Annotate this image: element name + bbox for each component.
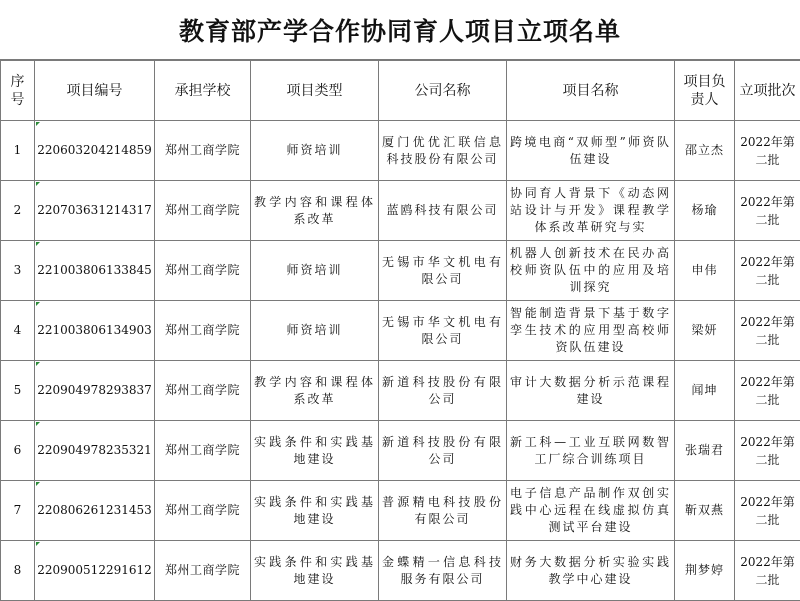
cell-code[interactable]: 220900512291612 <box>35 541 155 601</box>
cell-company[interactable]: 新道科技股份有限公司 <box>379 361 507 421</box>
cell-school[interactable]: 郑州工商学院 <box>155 421 251 481</box>
cell-no[interactable]: 6 <box>1 421 35 481</box>
cell-leader[interactable]: 杨瑜 <box>675 181 735 241</box>
table-row <box>1 121 800 181</box>
cell-company[interactable]: 新道科技股份有限公司 <box>379 421 507 481</box>
cell-batch[interactable]: 2022年第二批 <box>735 481 800 541</box>
table-row <box>1 301 800 361</box>
cell-no[interactable]: 4 <box>1 301 35 361</box>
cell-type[interactable]: 教学内容和课程体系改革 <box>251 361 379 421</box>
cell-type[interactable]: 师资培训 <box>251 121 379 181</box>
header-cell-school[interactable]: 承担学校 <box>155 61 251 121</box>
cell-batch[interactable]: 2022年第二批 <box>735 421 800 481</box>
cell-project-name[interactable]: 协同育人背景下《动态网站设计与开发》课程教学体系改革研究与实 <box>507 181 675 241</box>
cell-code[interactable]: 220603204214859 <box>35 121 155 181</box>
cell-school[interactable]: 郑州工商学院 <box>155 301 251 361</box>
cell-project-name[interactable]: 跨境电商“双师型”师资队伍建设 <box>507 121 675 181</box>
cell-code[interactable]: 221003806133845 <box>35 241 155 301</box>
table-row <box>1 361 800 421</box>
page-title: 教育部产学合作协同育人项目立项名单 <box>0 0 800 60</box>
cell-code[interactable]: 220806261231453 <box>35 481 155 541</box>
cell-project-name[interactable]: 财务大数据分析实验实践教学中心建设 <box>507 541 675 601</box>
cell-type[interactable]: 师资培训 <box>251 301 379 361</box>
table-row <box>1 421 800 481</box>
cell-company[interactable]: 蓝鸥科技有限公司 <box>379 181 507 241</box>
cell-project-name[interactable]: 审计大数据分析示范课程建设 <box>507 361 675 421</box>
cell-batch[interactable]: 2022年第二批 <box>735 301 800 361</box>
table-row <box>1 241 800 301</box>
cell-company[interactable]: 金蝶精一信息科技服务有限公司 <box>379 541 507 601</box>
cell-leader[interactable]: 申伟 <box>675 241 735 301</box>
cell-leader[interactable]: 张瑞君 <box>675 421 735 481</box>
cell-company[interactable]: 普源精电科技股份有限公司 <box>379 481 507 541</box>
cell-school[interactable]: 郑州工商学院 <box>155 181 251 241</box>
table-row <box>1 481 800 541</box>
cell-type[interactable]: 教学内容和课程体系改革 <box>251 181 379 241</box>
cell-code[interactable]: 221003806134903 <box>35 301 155 361</box>
project-table <box>0 60 800 601</box>
cell-batch[interactable]: 2022年第二批 <box>735 541 800 601</box>
cell-company[interactable]: 无锡市华文机电有限公司 <box>379 301 507 361</box>
cell-no[interactable]: 3 <box>1 241 35 301</box>
cell-no[interactable]: 7 <box>1 481 35 541</box>
cell-project-name[interactable]: 电子信息产品制作双创实践中心远程在线虚拟仿真测试平台建设 <box>507 481 675 541</box>
cell-leader[interactable]: 邵立杰 <box>675 121 735 181</box>
header-cell-batch[interactable]: 立项批次 <box>735 61 800 121</box>
cell-school[interactable]: 郑州工商学院 <box>155 541 251 601</box>
cell-leader[interactable]: 荆梦婷 <box>675 541 735 601</box>
cell-school[interactable]: 郑州工商学院 <box>155 121 251 181</box>
cell-leader[interactable]: 梁妍 <box>675 301 735 361</box>
cell-no[interactable]: 2 <box>1 181 35 241</box>
header-row <box>1 61 800 121</box>
cell-batch[interactable]: 2022年第二批 <box>735 121 800 181</box>
cell-leader[interactable]: 靳双燕 <box>675 481 735 541</box>
cell-code[interactable]: 220703631214317 <box>35 181 155 241</box>
cell-no[interactable]: 5 <box>1 361 35 421</box>
header-cell-no[interactable]: 序号 <box>1 61 35 121</box>
cell-school[interactable]: 郑州工商学院 <box>155 481 251 541</box>
cell-batch[interactable]: 2022年第二批 <box>735 181 800 241</box>
cell-no[interactable]: 1 <box>1 121 35 181</box>
cell-leader[interactable]: 闻坤 <box>675 361 735 421</box>
cell-company[interactable]: 厦门优优汇联信息科技股份有限公司 <box>379 121 507 181</box>
cell-type[interactable]: 实践条件和实践基地建设 <box>251 421 379 481</box>
cell-no[interactable]: 8 <box>1 541 35 601</box>
cell-batch[interactable]: 2022年第二批 <box>735 361 800 421</box>
cell-type[interactable]: 实践条件和实践基地建设 <box>251 541 379 601</box>
header-cell-type[interactable]: 项目类型 <box>251 61 379 121</box>
cell-type[interactable]: 师资培训 <box>251 241 379 301</box>
cell-school[interactable]: 郑州工商学院 <box>155 241 251 301</box>
cell-project-name[interactable]: 机器人创新技术在民办高校师资队伍中的应用及培训探究 <box>507 241 675 301</box>
table-row <box>1 181 800 241</box>
cell-type[interactable]: 实践条件和实践基地建设 <box>251 481 379 541</box>
cell-code[interactable]: 220904978293837 <box>35 361 155 421</box>
cell-batch[interactable]: 2022年第二批 <box>735 241 800 301</box>
cell-code[interactable]: 220904978235321 <box>35 421 155 481</box>
cell-company[interactable]: 无锡市华文机电有限公司 <box>379 241 507 301</box>
cell-project-name[interactable]: 智能制造背景下基于数字孪生技术的应用型高校师资队伍建设 <box>507 301 675 361</box>
cell-project-name[interactable]: 新工科—工业互联网数智工厂综合训练项目 <box>507 421 675 481</box>
table-row <box>1 541 800 601</box>
header-cell-project-name[interactable]: 项目名称 <box>507 61 675 121</box>
header-cell-leader[interactable]: 项目负责人 <box>675 61 735 121</box>
header-cell-company[interactable]: 公司名称 <box>379 61 507 121</box>
header-cell-code[interactable]: 项目编号 <box>35 61 155 121</box>
cell-school[interactable]: 郑州工商学院 <box>155 361 251 421</box>
